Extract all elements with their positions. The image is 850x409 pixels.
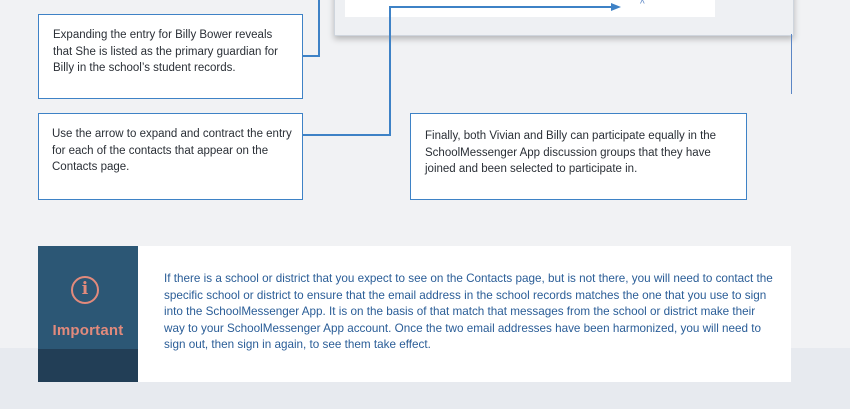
important-badge	[38, 246, 138, 382]
contacts-screenshot-fragment	[334, 0, 794, 36]
callout-discussion-groups	[410, 113, 747, 200]
important-notice	[38, 246, 791, 382]
callout-billy-expanded	[38, 14, 303, 99]
important-body-text: If there is a school or district that you expect to see on the Contacts page, but is not there, you will need to contact the specific school or district to ensure that the email address in the school records matches the one that you use to sign into the SchoolMessenger App. It is on the basis of that match that messages from the school or district make their way to your SchoolMessenger App account. Once the two email addresses have been harmonized, you will need to sign out, then sign in again, to see them take effect.	[164, 272, 773, 351]
caret-up-icon: ^	[640, 0, 645, 10]
callout-arrow-expand	[38, 113, 303, 200]
contacts-screenshot-inner	[345, 0, 715, 17]
connector-right-rule	[791, 34, 792, 94]
info-icon: i	[71, 276, 99, 304]
connector-billy-expanded	[303, 0, 319, 56]
callout-billy-expanded-text: Expanding the entry for Billy Bower reveals that She is listed as the primary guardian for Billy in the school’s student records.	[53, 29, 279, 74]
important-label: Important	[52, 322, 124, 339]
callout-arrow-expand-text: Use the arrow to expand and contract the entry for each of the contacts that appear on the Contacts page.	[52, 128, 292, 173]
callout-discussion-groups-text: Finally, both Vivian and Billy can participate equally in the SchoolMessenger App discussion groups that they have joined and been selected to participate in.	[425, 130, 717, 175]
